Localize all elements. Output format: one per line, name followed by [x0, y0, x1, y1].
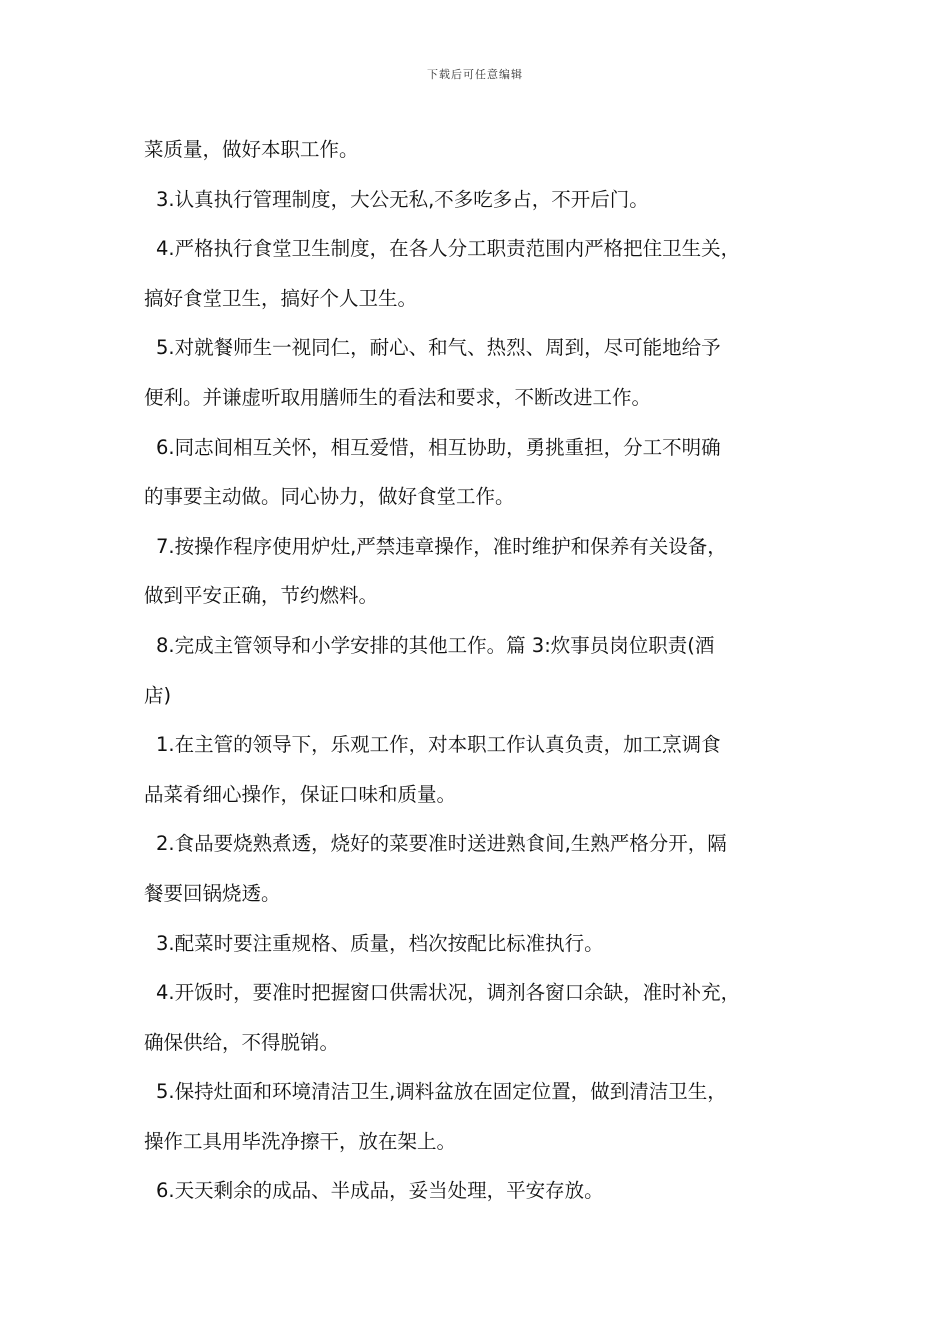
text-line: 便利。并谦虚听取用膳师生的看法和要求，不断改进工作。 — [144, 385, 652, 409]
text-line: 7.按操作程序使用炉灶,严禁违章操作，准时维护和保养有关设备， — [156, 534, 727, 558]
text-line: 8.完成主管领导和小学安排的其他工作。篇 3:炊事员岗位职责(酒 — [156, 633, 715, 657]
text-line: 的事要主动做。同心协力，做好食堂工作。 — [144, 485, 515, 509]
text-line: 6.同志间相互关怀，相互爱惜，相互协助，勇挑重担，分工不明确 — [156, 435, 721, 459]
text-line: 2.食品要烧熟煮透，烧好的菜要准时送进熟食间,生熟严格分开，隔 — [156, 832, 727, 856]
text-line: 5.保持灶面和环境清洁卫生,调料盆放在固定位置，做到清洁卫生， — [156, 1080, 727, 1104]
document-body — [144, 130, 834, 1221]
text-line: 6.天天剩余的成品、半成品，妥当处理，平安存放。 — [156, 1179, 604, 1203]
text-line: 做到平安正确，节约燃料。 — [144, 584, 379, 608]
text-line: 操作工具用毕洗净擦干，放在架上。 — [144, 1129, 457, 1153]
text-line: 1.在主管的领导下，乐观工作，对本职工作认真负责，加工烹调食 — [156, 733, 721, 757]
text-line: 3.认真执行管理制度，大公无私,不多吃多占，不开后门。 — [156, 187, 649, 211]
text-line: 确保供给，不得脱销。 — [144, 1030, 340, 1054]
text-line: 4.开饭时，要准时把握窗口供需状况，调剂各窗口余缺，准时补充， — [156, 981, 741, 1005]
text-line: 4.严格执行食堂卫生制度，在各人分工职责范围内严格把住卫生关， — [156, 237, 741, 261]
text-line: 3.配菜时要注重规格、质量，档次按配比标准执行。 — [156, 931, 604, 955]
text-line: 品菜肴细心操作，保证口味和质量。 — [144, 782, 457, 806]
page-header: 下载后可任意编辑 — [427, 68, 523, 81]
text-line: 店) — [144, 683, 172, 707]
text-line: 5.对就餐师生一视同仁，耐心、和气、热烈、周到，尽可能地给予 — [156, 336, 721, 360]
text-line: 搞好食堂卫生，搞好个人卫生。 — [144, 286, 418, 310]
text-line: 菜质量，做好本职工作。 — [144, 138, 359, 161]
text-line: 餐要回锅烧透。 — [144, 881, 281, 905]
